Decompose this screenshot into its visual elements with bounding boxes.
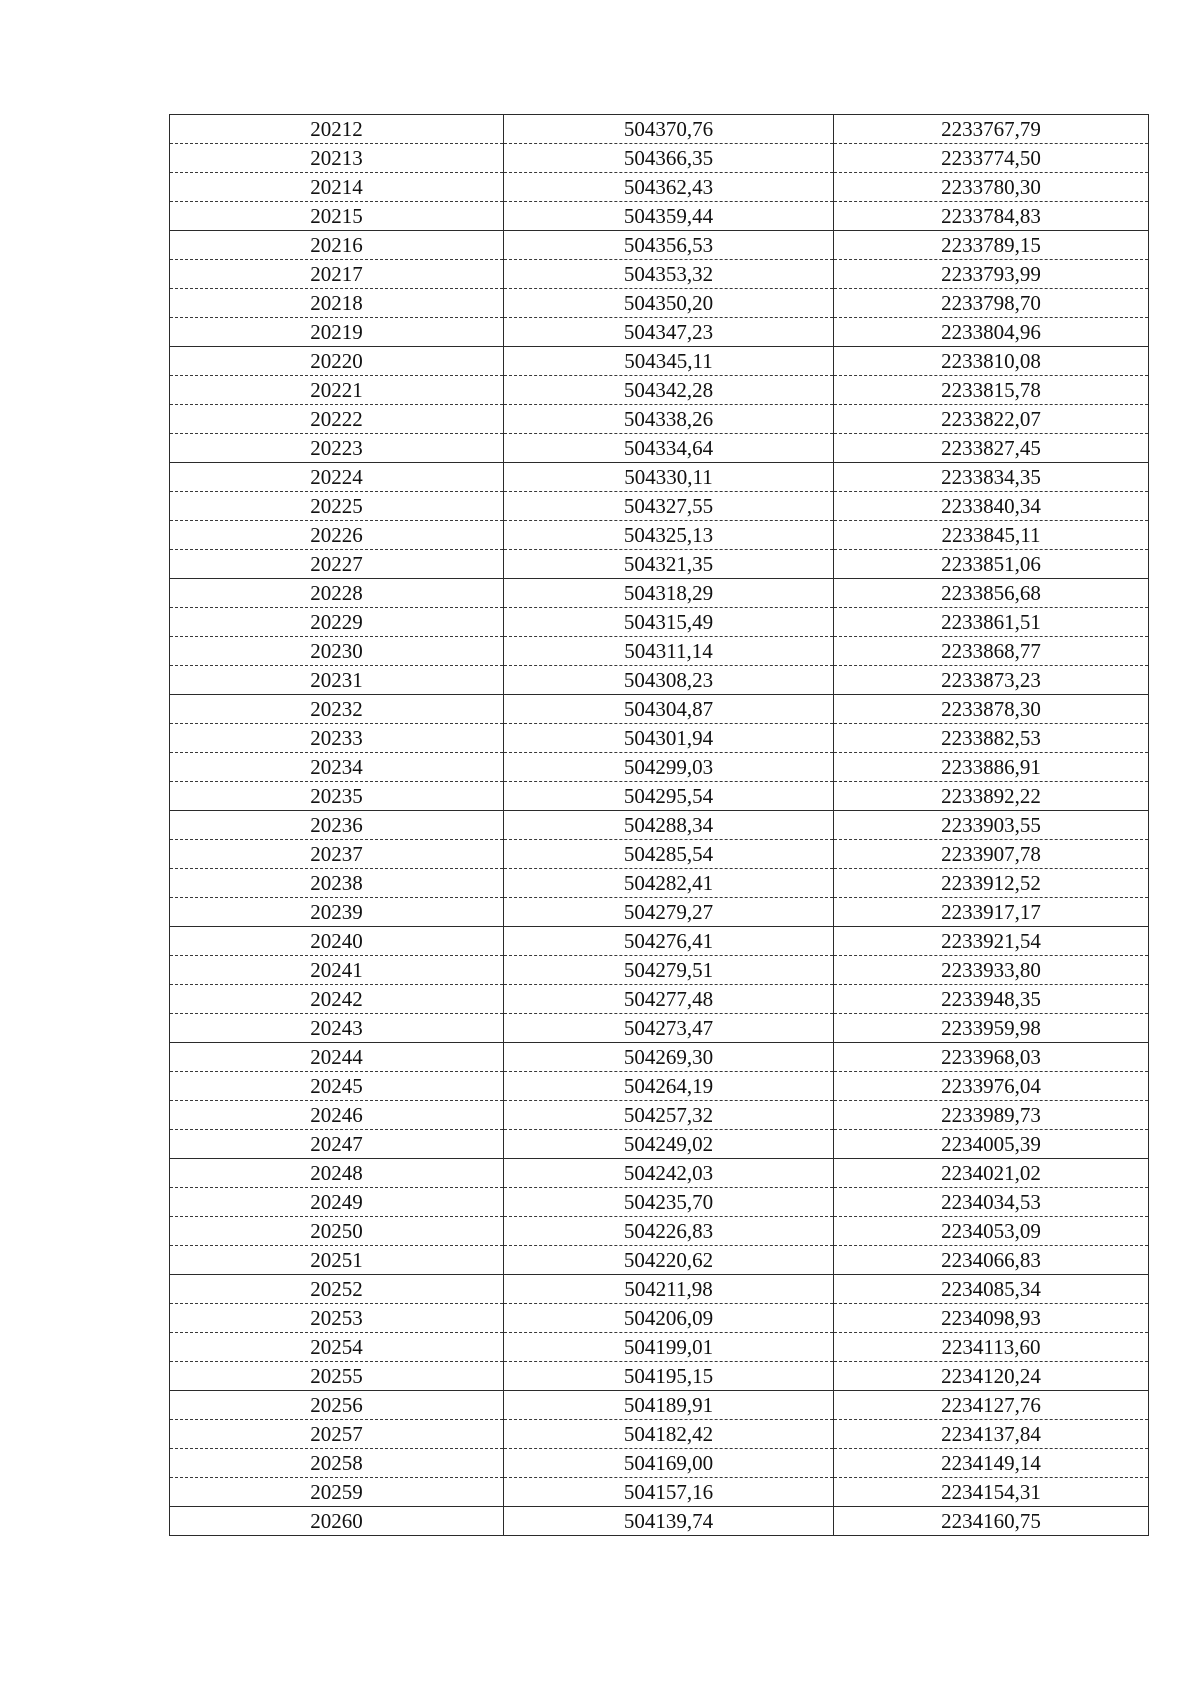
y-coordinate-cell: 2233840,34 (834, 492, 1149, 521)
y-coordinate-cell: 2233948,35 (834, 985, 1149, 1014)
point-number-cell: 20230 (170, 637, 504, 666)
point-number-cell: 20259 (170, 1478, 504, 1507)
table-row (170, 463, 1149, 492)
table-row (170, 724, 1149, 753)
point-number-cell: 20234 (170, 753, 504, 782)
coordinates-table-body (170, 115, 1149, 1536)
table-row (170, 1420, 1149, 1449)
table-row (170, 1507, 1149, 1536)
x-coordinate-cell: 504257,32 (504, 1101, 834, 1130)
point-number-cell: 20222 (170, 405, 504, 434)
point-number-cell: 20253 (170, 1304, 504, 1333)
y-coordinate-cell: 2233878,30 (834, 695, 1149, 724)
point-number-cell: 20235 (170, 782, 504, 811)
y-coordinate-cell: 2233798,70 (834, 289, 1149, 318)
x-coordinate-cell: 504353,32 (504, 260, 834, 289)
x-coordinate-cell: 504350,20 (504, 289, 834, 318)
y-coordinate-cell: 2233873,23 (834, 666, 1149, 695)
x-coordinate-cell: 504345,11 (504, 347, 834, 376)
table-row (170, 1362, 1149, 1391)
y-coordinate-cell: 2233861,51 (834, 608, 1149, 637)
y-coordinate-cell: 2234085,34 (834, 1275, 1149, 1304)
table-row (170, 521, 1149, 550)
table-row (170, 782, 1149, 811)
table-row (170, 579, 1149, 608)
y-coordinate-cell: 2234154,31 (834, 1478, 1149, 1507)
point-number-cell: 20245 (170, 1072, 504, 1101)
table-row (170, 1101, 1149, 1130)
y-coordinate-cell: 2233903,55 (834, 811, 1149, 840)
point-number-cell: 20213 (170, 144, 504, 173)
point-number-cell: 20247 (170, 1130, 504, 1159)
y-coordinate-cell: 2233921,54 (834, 927, 1149, 956)
point-number-cell: 20219 (170, 318, 504, 347)
table-row (170, 985, 1149, 1014)
point-number-cell: 20250 (170, 1217, 504, 1246)
x-coordinate-cell: 504182,42 (504, 1420, 834, 1449)
y-coordinate-cell: 2233822,07 (834, 405, 1149, 434)
y-coordinate-cell: 2233845,11 (834, 521, 1149, 550)
x-coordinate-cell: 504276,41 (504, 927, 834, 956)
x-coordinate-cell: 504321,35 (504, 550, 834, 579)
table-row (170, 289, 1149, 318)
point-number-cell: 20227 (170, 550, 504, 579)
table-row (170, 144, 1149, 173)
x-coordinate-cell: 504301,94 (504, 724, 834, 753)
y-coordinate-cell: 2233976,04 (834, 1072, 1149, 1101)
x-coordinate-cell: 504359,44 (504, 202, 834, 231)
table-row (170, 318, 1149, 347)
table-row (170, 1246, 1149, 1275)
x-coordinate-cell: 504279,27 (504, 898, 834, 927)
y-coordinate-cell: 2233780,30 (834, 173, 1149, 202)
y-coordinate-cell: 2233868,77 (834, 637, 1149, 666)
point-number-cell: 20240 (170, 927, 504, 956)
table-row (170, 869, 1149, 898)
x-coordinate-cell: 504295,54 (504, 782, 834, 811)
x-coordinate-cell: 504285,54 (504, 840, 834, 869)
x-coordinate-cell: 504308,23 (504, 666, 834, 695)
point-number-cell: 20237 (170, 840, 504, 869)
x-coordinate-cell: 504356,53 (504, 231, 834, 260)
table-row (170, 173, 1149, 202)
x-coordinate-cell: 504211,98 (504, 1275, 834, 1304)
point-number-cell: 20254 (170, 1333, 504, 1362)
x-coordinate-cell: 504366,35 (504, 144, 834, 173)
table-row (170, 1188, 1149, 1217)
y-coordinate-cell: 2234149,14 (834, 1449, 1149, 1478)
coordinates-table (169, 114, 1149, 1536)
point-number-cell: 20257 (170, 1420, 504, 1449)
point-number-cell: 20256 (170, 1391, 504, 1420)
table-row (170, 1391, 1149, 1420)
table-row (170, 1072, 1149, 1101)
table-row (170, 550, 1149, 579)
y-coordinate-cell: 2233793,99 (834, 260, 1149, 289)
x-coordinate-cell: 504282,41 (504, 869, 834, 898)
table-row (170, 1130, 1149, 1159)
table-row (170, 927, 1149, 956)
y-coordinate-cell: 2234005,39 (834, 1130, 1149, 1159)
point-number-cell: 20229 (170, 608, 504, 637)
y-coordinate-cell: 2233882,53 (834, 724, 1149, 753)
x-coordinate-cell: 504299,03 (504, 753, 834, 782)
point-number-cell: 20255 (170, 1362, 504, 1391)
point-number-cell: 20218 (170, 289, 504, 318)
y-coordinate-cell: 2234021,02 (834, 1159, 1149, 1188)
point-number-cell: 20241 (170, 956, 504, 985)
y-coordinate-cell: 2234113,60 (834, 1333, 1149, 1362)
table-row (170, 1159, 1149, 1188)
table-row (170, 115, 1149, 144)
x-coordinate-cell: 504139,74 (504, 1507, 834, 1536)
x-coordinate-cell: 504325,13 (504, 521, 834, 550)
table-row (170, 260, 1149, 289)
table-row (170, 347, 1149, 376)
point-number-cell: 20258 (170, 1449, 504, 1478)
y-coordinate-cell: 2234137,84 (834, 1420, 1149, 1449)
point-number-cell: 20243 (170, 1014, 504, 1043)
x-coordinate-cell: 504311,14 (504, 637, 834, 666)
x-coordinate-cell: 504342,28 (504, 376, 834, 405)
table-row (170, 1014, 1149, 1043)
point-number-cell: 20249 (170, 1188, 504, 1217)
y-coordinate-cell: 2233917,17 (834, 898, 1149, 927)
point-number-cell: 20225 (170, 492, 504, 521)
x-coordinate-cell: 504362,43 (504, 173, 834, 202)
y-coordinate-cell: 2234098,93 (834, 1304, 1149, 1333)
x-coordinate-cell: 504195,15 (504, 1362, 834, 1391)
y-coordinate-cell: 2233959,98 (834, 1014, 1149, 1043)
x-coordinate-cell: 504235,70 (504, 1188, 834, 1217)
x-coordinate-cell: 504279,51 (504, 956, 834, 985)
point-number-cell: 20232 (170, 695, 504, 724)
table-row (170, 637, 1149, 666)
y-coordinate-cell: 2234066,83 (834, 1246, 1149, 1275)
x-coordinate-cell: 504334,64 (504, 434, 834, 463)
point-number-cell: 20236 (170, 811, 504, 840)
table-row (170, 376, 1149, 405)
table-row (170, 608, 1149, 637)
point-number-cell: 20260 (170, 1507, 504, 1536)
table-row (170, 1478, 1149, 1507)
y-coordinate-cell: 2233886,91 (834, 753, 1149, 782)
point-number-cell: 20224 (170, 463, 504, 492)
x-coordinate-cell: 504220,62 (504, 1246, 834, 1275)
y-coordinate-cell: 2233827,45 (834, 434, 1149, 463)
point-number-cell: 20244 (170, 1043, 504, 1072)
point-number-cell: 20239 (170, 898, 504, 927)
x-coordinate-cell: 504242,03 (504, 1159, 834, 1188)
x-coordinate-cell: 504189,91 (504, 1391, 834, 1420)
point-number-cell: 20248 (170, 1159, 504, 1188)
x-coordinate-cell: 504327,55 (504, 492, 834, 521)
x-coordinate-cell: 504269,30 (504, 1043, 834, 1072)
point-number-cell: 20228 (170, 579, 504, 608)
table-row (170, 231, 1149, 260)
y-coordinate-cell: 2233856,68 (834, 579, 1149, 608)
table-row (170, 1217, 1149, 1246)
point-number-cell: 20221 (170, 376, 504, 405)
point-number-cell: 20233 (170, 724, 504, 753)
y-coordinate-cell: 2234120,24 (834, 1362, 1149, 1391)
point-number-cell: 20246 (170, 1101, 504, 1130)
x-coordinate-cell: 504264,19 (504, 1072, 834, 1101)
point-number-cell: 20212 (170, 115, 504, 144)
x-coordinate-cell: 504169,00 (504, 1449, 834, 1478)
table-row (170, 666, 1149, 695)
point-number-cell: 20214 (170, 173, 504, 202)
point-number-cell: 20252 (170, 1275, 504, 1304)
table-row (170, 434, 1149, 463)
table-row (170, 811, 1149, 840)
y-coordinate-cell: 2234160,75 (834, 1507, 1149, 1536)
table-row (170, 840, 1149, 869)
x-coordinate-cell: 504315,49 (504, 608, 834, 637)
point-number-cell: 20223 (170, 434, 504, 463)
point-number-cell: 20220 (170, 347, 504, 376)
y-coordinate-cell: 2233989,73 (834, 1101, 1149, 1130)
x-coordinate-cell: 504370,76 (504, 115, 834, 144)
table-row (170, 1275, 1149, 1304)
table-row (170, 1304, 1149, 1333)
point-number-cell: 20242 (170, 985, 504, 1014)
table-row (170, 405, 1149, 434)
x-coordinate-cell: 504330,11 (504, 463, 834, 492)
x-coordinate-cell: 504157,16 (504, 1478, 834, 1507)
y-coordinate-cell: 2233810,08 (834, 347, 1149, 376)
y-coordinate-cell: 2233804,96 (834, 318, 1149, 347)
y-coordinate-cell: 2233968,03 (834, 1043, 1149, 1072)
point-number-cell: 20238 (170, 869, 504, 898)
y-coordinate-cell: 2233907,78 (834, 840, 1149, 869)
table-row (170, 695, 1149, 724)
table-row (170, 1449, 1149, 1478)
y-coordinate-cell: 2234053,09 (834, 1217, 1149, 1246)
x-coordinate-cell: 504304,87 (504, 695, 834, 724)
y-coordinate-cell: 2233774,50 (834, 144, 1149, 173)
y-coordinate-cell: 2233851,06 (834, 550, 1149, 579)
table-row (170, 1333, 1149, 1362)
x-coordinate-cell: 504273,47 (504, 1014, 834, 1043)
point-number-cell: 20216 (170, 231, 504, 260)
y-coordinate-cell: 2234127,76 (834, 1391, 1149, 1420)
x-coordinate-cell: 504288,34 (504, 811, 834, 840)
y-coordinate-cell: 2233892,22 (834, 782, 1149, 811)
x-coordinate-cell: 504318,29 (504, 579, 834, 608)
table-row (170, 956, 1149, 985)
y-coordinate-cell: 2233767,79 (834, 115, 1149, 144)
table-row (170, 753, 1149, 782)
y-coordinate-cell: 2233933,80 (834, 956, 1149, 985)
y-coordinate-cell: 2233815,78 (834, 376, 1149, 405)
x-coordinate-cell: 504226,83 (504, 1217, 834, 1246)
x-coordinate-cell: 504277,48 (504, 985, 834, 1014)
point-number-cell: 20231 (170, 666, 504, 695)
point-number-cell: 20215 (170, 202, 504, 231)
x-coordinate-cell: 504338,26 (504, 405, 834, 434)
x-coordinate-cell: 504347,23 (504, 318, 834, 347)
y-coordinate-cell: 2233834,35 (834, 463, 1149, 492)
table-row (170, 492, 1149, 521)
x-coordinate-cell: 504199,01 (504, 1333, 834, 1362)
x-coordinate-cell: 504249,02 (504, 1130, 834, 1159)
x-coordinate-cell: 504206,09 (504, 1304, 834, 1333)
y-coordinate-cell: 2234034,53 (834, 1188, 1149, 1217)
table-row (170, 202, 1149, 231)
point-number-cell: 20251 (170, 1246, 504, 1275)
point-number-cell: 20217 (170, 260, 504, 289)
table-row (170, 898, 1149, 927)
y-coordinate-cell: 2233789,15 (834, 231, 1149, 260)
y-coordinate-cell: 2233912,52 (834, 869, 1149, 898)
table-row (170, 1043, 1149, 1072)
y-coordinate-cell: 2233784,83 (834, 202, 1149, 231)
point-number-cell: 20226 (170, 521, 504, 550)
